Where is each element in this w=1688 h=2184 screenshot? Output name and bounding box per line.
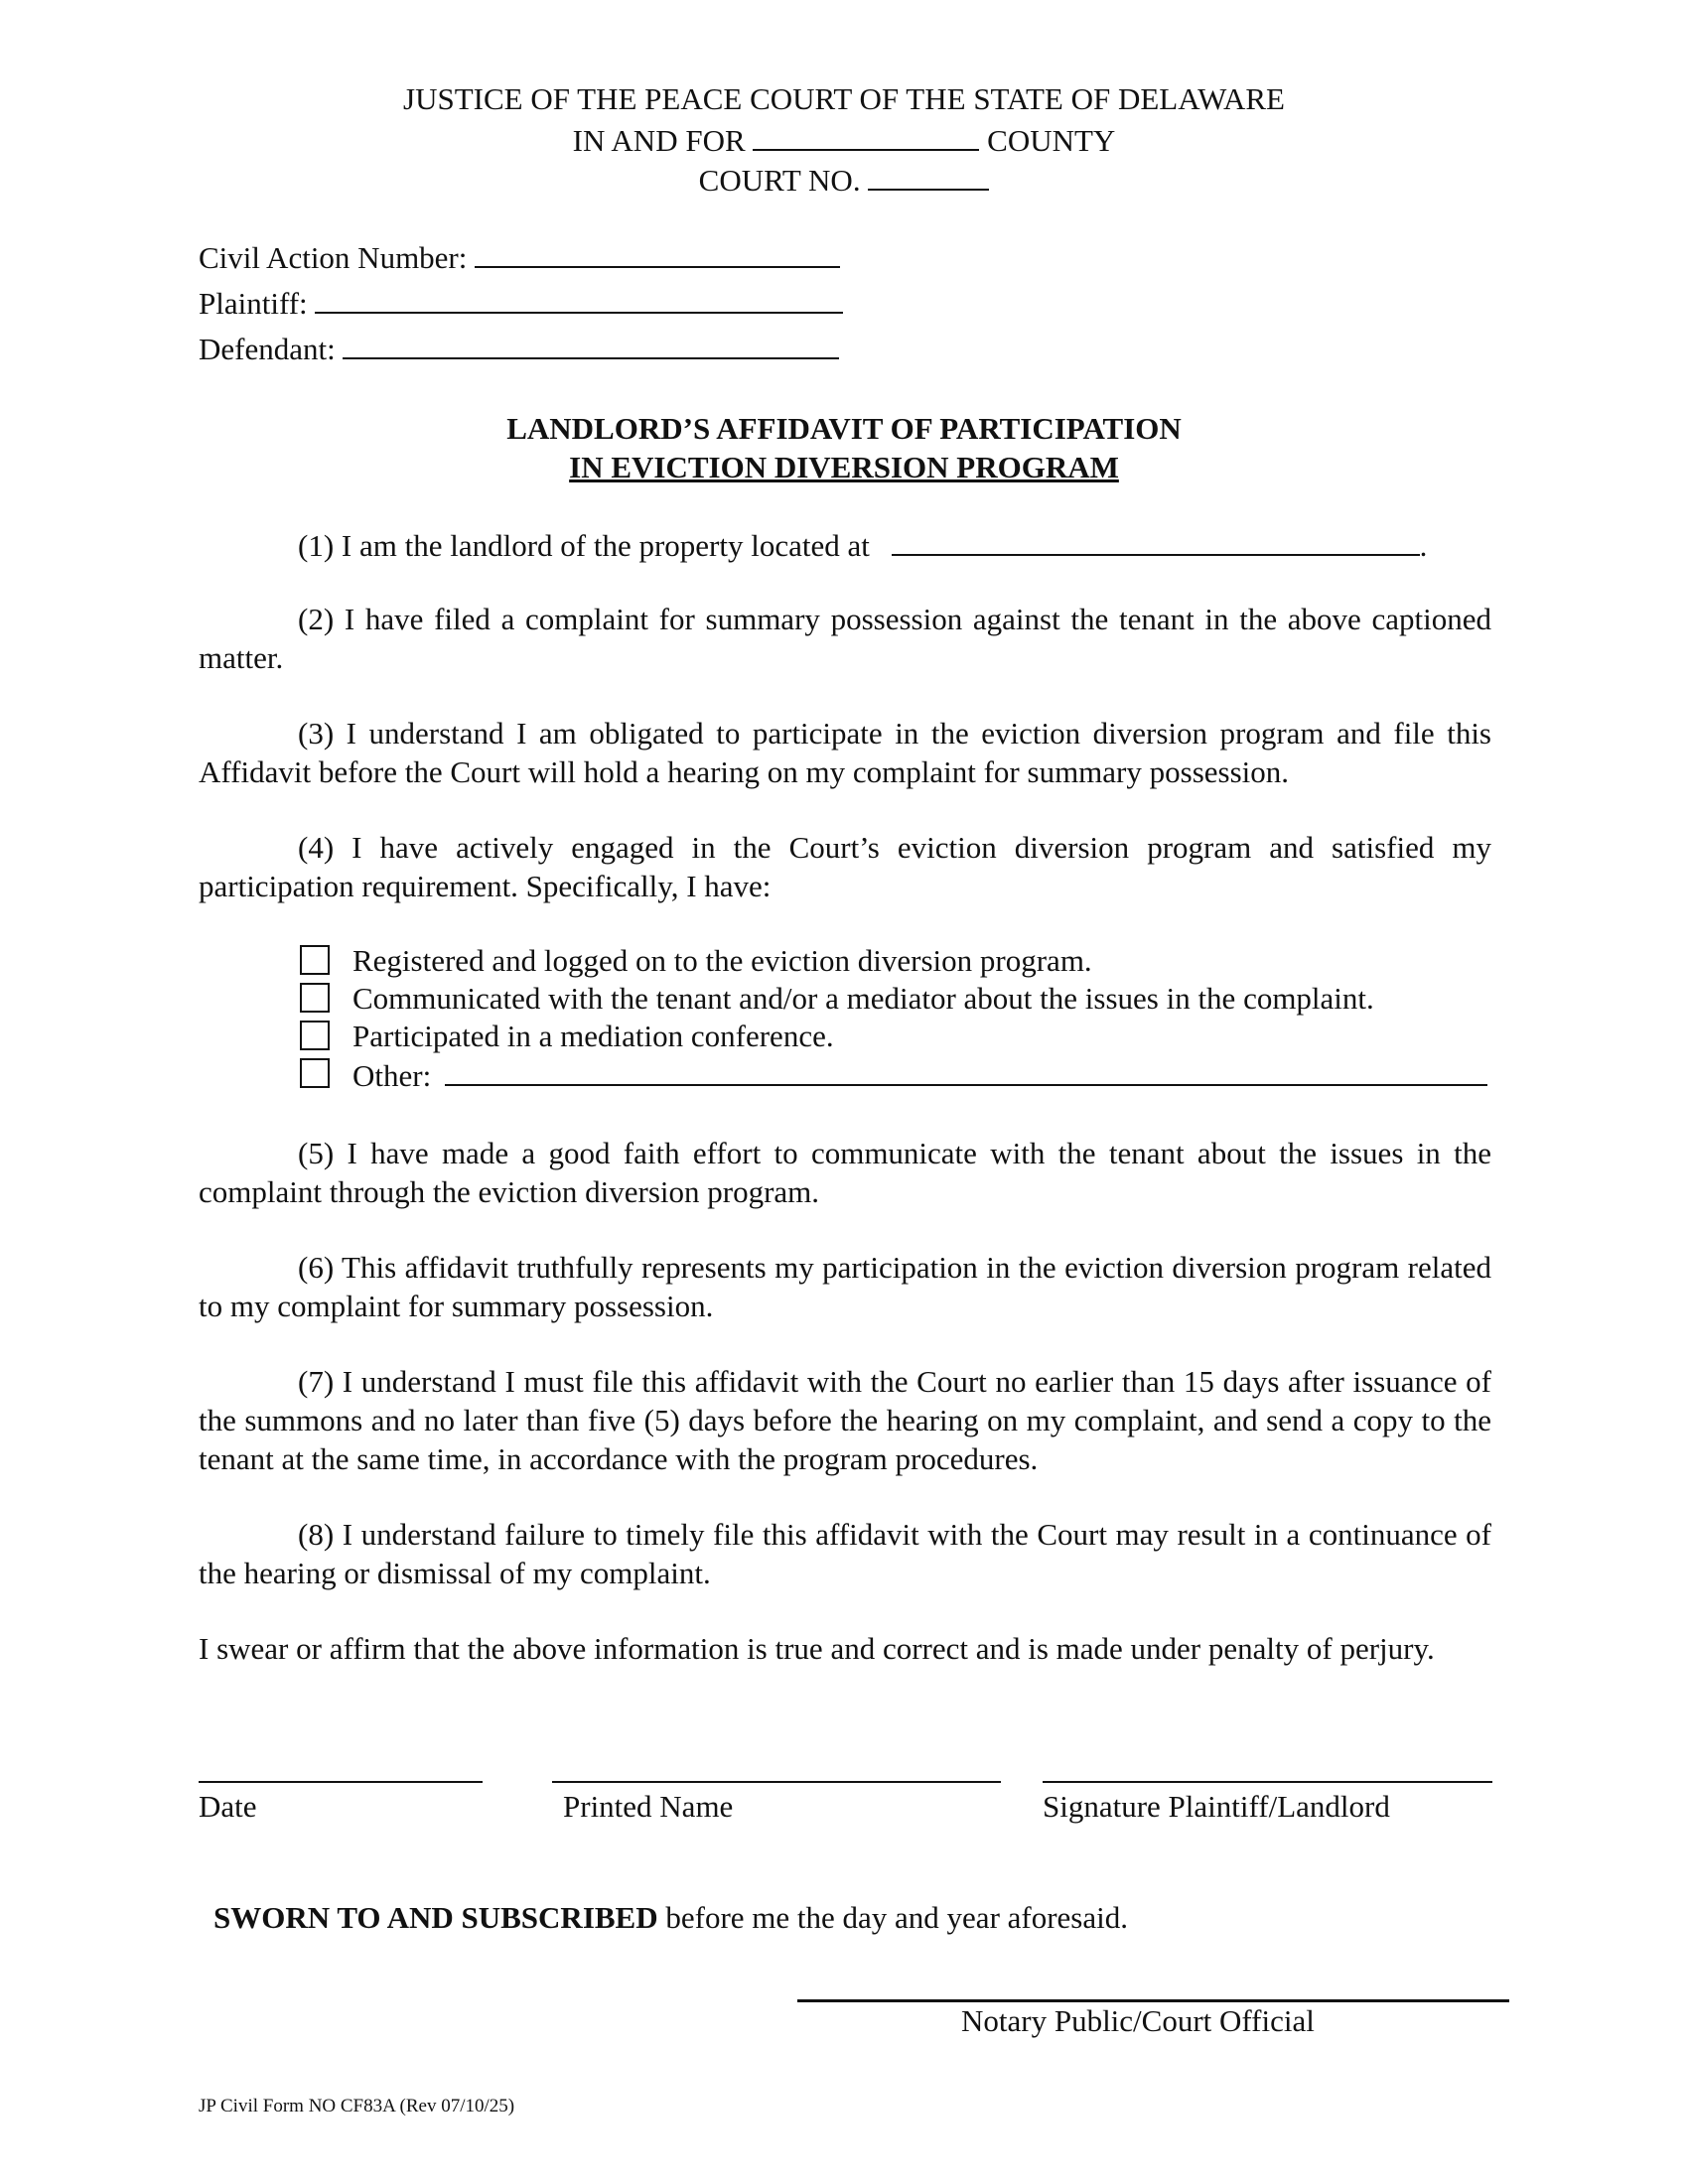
court-name: JUSTICE OF THE PEACE COURT OF THE STATE OF DELAWARE (403, 81, 1285, 116)
p6-text: (6) This affidavit truthfully represents my participation in the eviction diversion program related to my complaint for summary possession. (199, 1250, 1491, 1323)
paragraph-5 (199, 1134, 1491, 1211)
p8-text: (8) I understand failure to timely file this affidavit with the Court may result in a continuance of the hearing or dismissal of my complaint. (199, 1517, 1491, 1590)
date-label: Date (199, 1789, 257, 1824)
checkbox-mediation[interactable] (300, 1021, 330, 1050)
defendant-field[interactable] (343, 328, 839, 359)
checklist-item-other (352, 1054, 1487, 1095)
paragraph-2 (199, 600, 1491, 677)
checkbox-communicated[interactable] (300, 983, 330, 1013)
plaintiff-label: Plaintiff: (199, 286, 308, 321)
court-no-line (0, 159, 1688, 200)
checklist-item-mediation: Participated in a mediation conference. (352, 1019, 834, 1053)
p1-period: . (1419, 528, 1428, 563)
p4-text: (4) I have actively engaged in the Court’s eviction diversion program and satisfied my participation requirement. Specifically, I have: (199, 830, 1491, 903)
paragraph-6 (199, 1248, 1491, 1325)
sworn-bold: SWORN TO AND SUBSCRIBED (213, 1900, 658, 1935)
date-line[interactable] (199, 1781, 483, 1783)
defendant-label: Defendant: (199, 332, 336, 366)
p1-text: (1) I am the landlord of the property located at (298, 528, 870, 563)
plaintiff-row (199, 282, 843, 323)
county-suffix: COUNTY (987, 123, 1116, 158)
form-title-line2: IN EVICTION DIVERSION PROGRAM (569, 450, 1119, 484)
civil-action-row (199, 236, 840, 277)
paragraph-4 (199, 828, 1491, 905)
p5-text: (5) I have made a good faith effort to communicate with the tenant about the issues in the complaint through the eviction diversion program. (199, 1136, 1491, 1209)
sworn-statement (213, 1898, 1128, 1937)
checkbox-other[interactable] (300, 1058, 330, 1088)
p7-text: (7) I understand I must file this affidavit with the Court no earlier than 15 days after issuance of the summons and no later than five (5) days before the hearing on my complaint, and send a copy to the tenant at the same time, in accordance with the program procedures. (199, 1364, 1491, 1476)
notary-label: Notary Public/Court Official (961, 2003, 1315, 2038)
printed-name-label: Printed Name (563, 1789, 734, 1824)
sworn-rest: before me the day and year aforesaid. (657, 1900, 1128, 1935)
civil-action-label: Civil Action Number: (199, 240, 468, 275)
p2-text: (2) I have filed a complaint for summary possession against the tenant in the above captioned matter. (199, 602, 1491, 675)
plaintiff-field[interactable] (315, 282, 843, 314)
form-footer: JP Civil Form NO CF83A (Rev 07/10/25) (199, 2096, 515, 2116)
printed-name-line[interactable] (552, 1781, 1001, 1783)
signature-line[interactable] (1043, 1781, 1492, 1783)
form-title-line1: LANDLORD’S AFFIDAVIT OF PARTICIPATION (506, 411, 1182, 446)
county-prefix: IN AND FOR (572, 123, 746, 158)
county-line (0, 119, 1688, 160)
p3-text: (3) I understand I am obligated to participate in the eviction diversion program and file this Affidavit before the Court will hold a hearing on my complaint for summary possession. (199, 716, 1491, 789)
oath-statement: I swear or affirm that the above information is true and correct and is made under penalty of perjury. (199, 1631, 1435, 1666)
paragraph-7 (199, 1362, 1491, 1478)
county-field[interactable] (753, 119, 979, 151)
checklist-item-registered: Registered and logged on to the eviction diversion program. (352, 943, 1092, 978)
checklist-item-communicated: Communicated with the tenant and/or a mediator about the issues in the complaint. (352, 981, 1374, 1016)
paragraph-1 (298, 524, 1427, 565)
court-no-label: COURT NO. (698, 163, 861, 198)
defendant-row (199, 328, 839, 368)
other-field[interactable] (445, 1054, 1487, 1086)
civil-action-field[interactable] (475, 236, 840, 268)
checkbox-registered[interactable] (300, 945, 330, 975)
paragraph-8 (199, 1515, 1491, 1592)
property-address-field[interactable] (892, 524, 1420, 556)
signature-label: Signature Plaintiff/Landlord (1043, 1789, 1390, 1824)
court-no-field[interactable] (868, 159, 989, 191)
other-label: Other: (352, 1058, 432, 1093)
paragraph-3 (199, 714, 1491, 791)
